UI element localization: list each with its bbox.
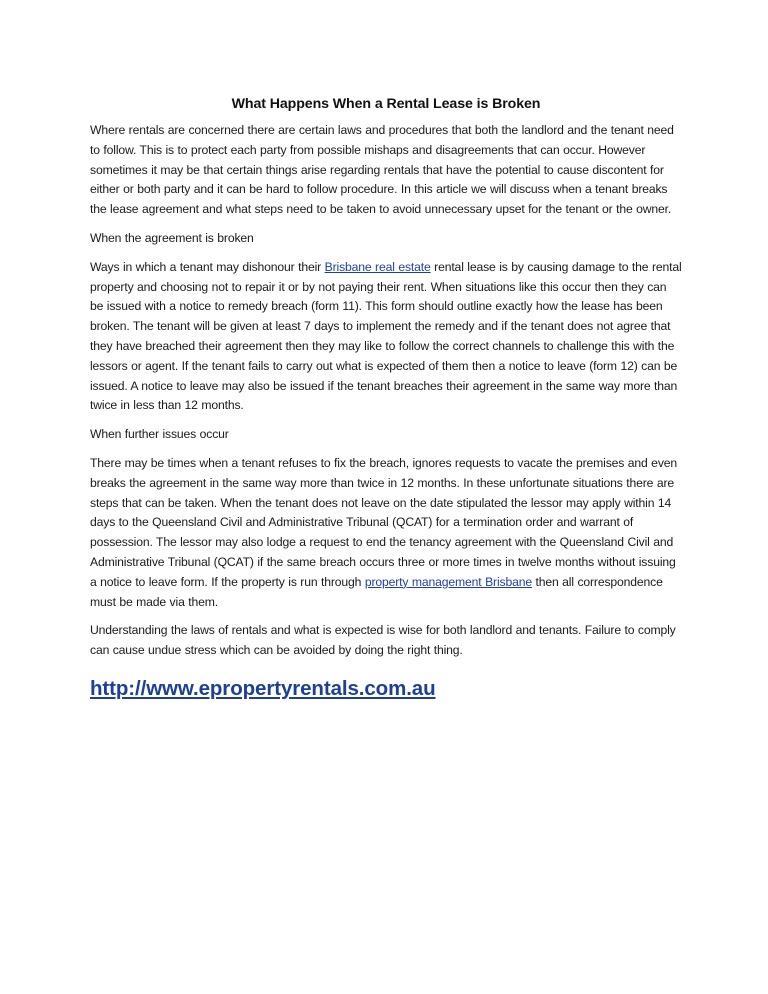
intro-paragraph: Where rentals are concerned there are certain laws and procedures that both the landlord and the tenant need to follow. This is to protect each party from possible mishaps and disagreements that can occur. However sometimes it may be that certain things arise regarding rentals that have the potential to cause discontent for either or both party and it can be hard to follow procedure. In this article we will discuss when a tenant breaks the lease agreement and what steps need to be taken to avoid unnecessary upset for the tenant or the owner. xyxy=(90,123,674,217)
document-body xyxy=(90,94,682,702)
brisbane-real-estate-link[interactable]: Brisbane real estate xyxy=(324,259,431,274)
section-heading-agreement-broken: When the agreement is broken xyxy=(90,230,254,245)
paragraph-text: rental lease is by causing damage to the rental property and choosing not to repair it or by not paying their rent. When situations like this occur then they can be issued with a notice to remedy breach (form 11). This form should outline exactly how the lease has been broken. The tenant will be given at least 7 days to implement the remedy and if the tenant does not agree that they have breached their agreement then they may like to follow the correct channels to challenge this with the lessors or agent. If the tenant fails to carry out what is expected of them then a notice to leave (form 12) can be issued. A notice to leave may also be issued if the tenant breaches their agreement in the same way more than twice in less than 12 months. xyxy=(90,259,682,413)
document-title: What Happens When a Rental Lease is Broken xyxy=(231,96,541,112)
paragraph-text: There may be times when a tenant refuses to fix the breach, ignores requests to vacate the premises and even breaks the agreement in the same way more than twice in 12 months. In these unfortunate situations there are steps that can be taken. When the tenant does not leave on the date stipulated the lessor may apply within 14 days to the Queensland Civil and Administrative Tribunal (QCAT) for a termination order and warrant of possession. The lessor may also lodge a request to end the tenancy agreement with the Queensland Civil and Administrative Tribunal (QCAT) if the same breach occurs three or more times in twelve months without issuing a notice to leave form. If the property is run through xyxy=(90,455,678,589)
paragraph-text: then all correspondence must be made via them. xyxy=(90,574,663,609)
paragraph-text: Ways in which a tenant may dishonour their xyxy=(90,259,325,274)
further-issues-paragraph xyxy=(90,454,682,612)
section-heading-further-issues: When further issues occur xyxy=(90,427,229,442)
website-link[interactable]: http://www.epropertyrentals.com.au xyxy=(90,676,436,700)
agreement-broken-paragraph xyxy=(90,258,682,416)
conclusion-paragraph: Understanding the laws of rentals and what is expected is wise for both landlord and tenants. Failure to comply can cause undue stress which can be avoided by doing the right thing. xyxy=(90,623,676,658)
property-management-brisbane-link[interactable]: property management Brisbane xyxy=(364,574,532,589)
